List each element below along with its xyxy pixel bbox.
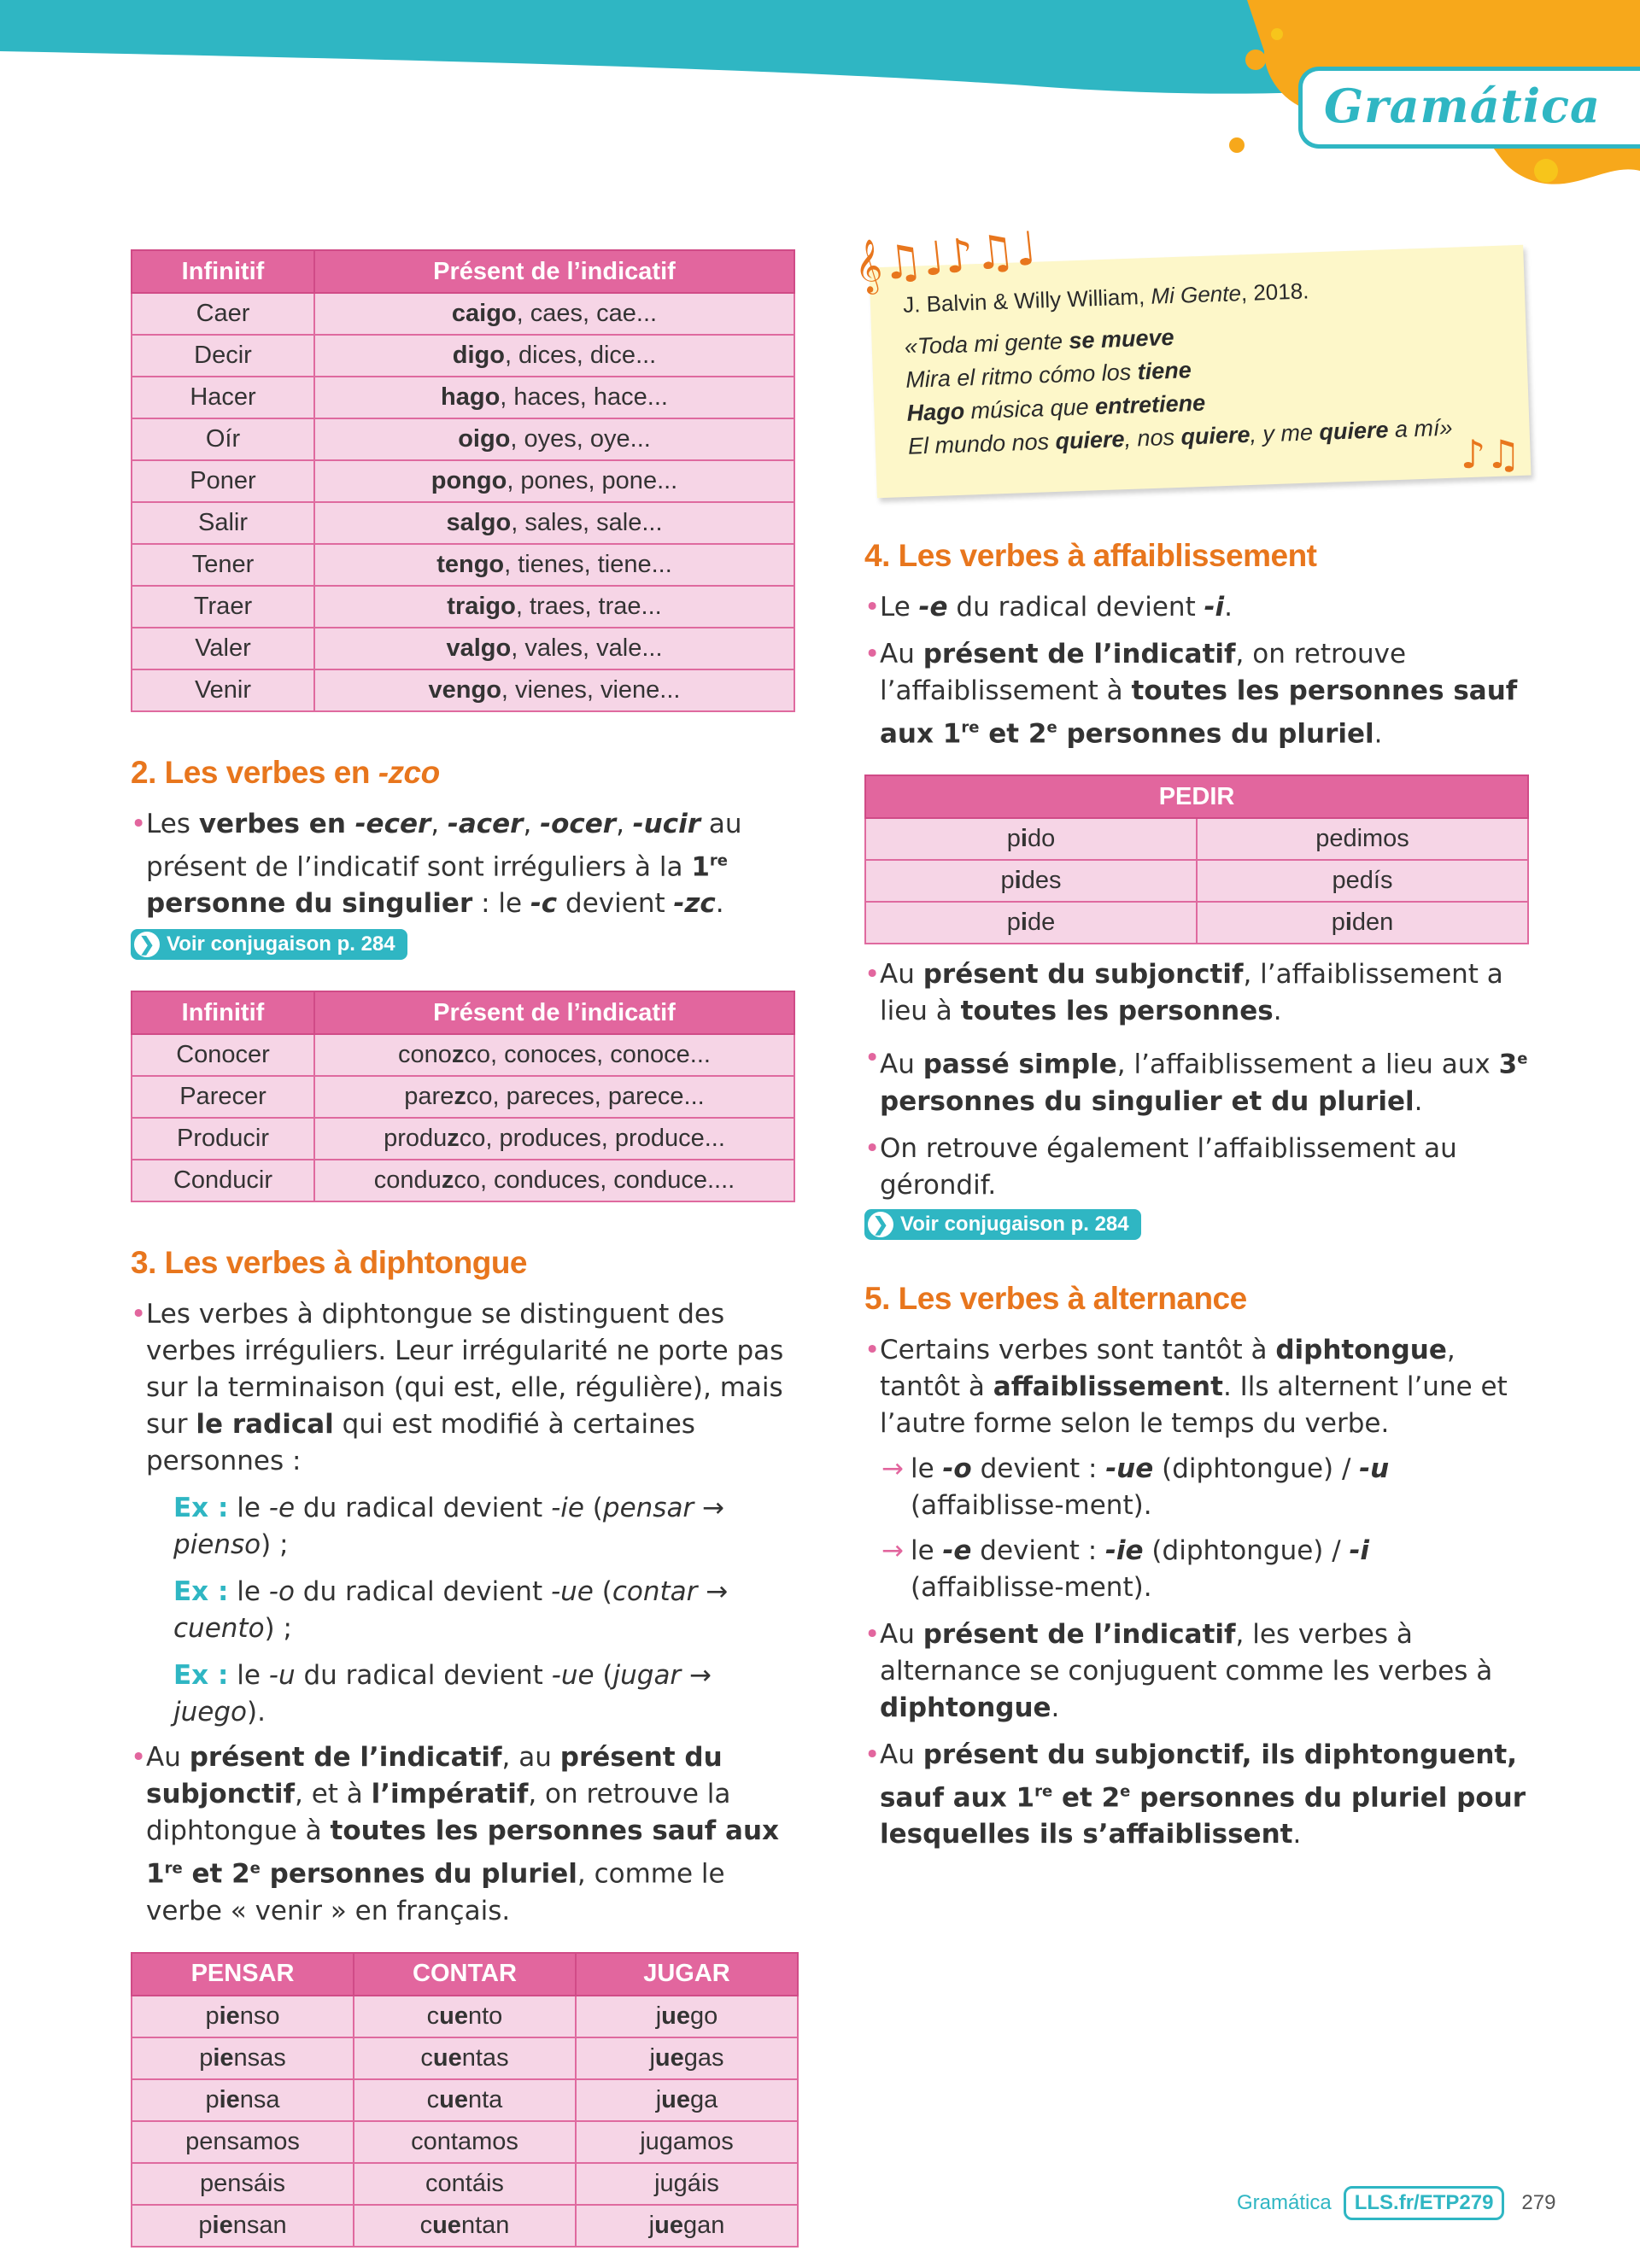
table-cell: piensa	[132, 2079, 354, 2121]
section4-title: 4. Les verbes à affaiblissement	[864, 538, 1317, 573]
table-row	[865, 818, 1528, 860]
arrow-right-icon: →	[882, 1534, 904, 1566]
table-row	[132, 1034, 794, 1076]
music-notes-icon: 𝄞♫♩♪♫♩	[852, 220, 1040, 295]
table-row	[132, 669, 794, 711]
conjugation-cell: traigo, traes, trae...	[314, 586, 794, 628]
table-row	[132, 2121, 798, 2163]
header-cell: PENSAR	[132, 1953, 354, 1996]
header-cell: PEDIR	[865, 775, 1528, 818]
table-row	[132, 2079, 798, 2121]
table-cell: contamos	[354, 2121, 576, 2163]
conjugation-cell: hago, haces, hace...	[314, 377, 794, 418]
table-cell: juego	[576, 1996, 798, 2037]
conjugation-cell: tengo, tienes, tiene...	[314, 544, 794, 586]
infinitive-cell: Decir	[132, 335, 314, 377]
table-zgo	[131, 249, 795, 712]
table-cell: contáis	[354, 2163, 576, 2205]
header-cell: Infinitif	[132, 250, 314, 293]
table-cell: cuentan	[354, 2205, 576, 2247]
conjugation-cell: valgo, vales, vale...	[314, 628, 794, 669]
section5-subitem: → le -o devient : -ue (diphtongue) / -u (affaiblisse-ment).	[864, 1451, 1531, 1524]
example-line: Ex : le -o du radical devient -ue (contar → cuento) ;	[173, 1576, 729, 1645]
section-title: Gramática	[1324, 79, 1602, 133]
conjugation-cell: produzco, produces, produce...	[314, 1118, 794, 1160]
table-cell: piden	[1197, 902, 1528, 944]
page-number: 279	[1521, 2191, 1556, 2214]
table-row	[865, 902, 1528, 944]
table-diphtongue	[131, 1952, 799, 2248]
header-cell: Présent de l’indicatif	[314, 991, 794, 1034]
table-cell: jugáis	[576, 2163, 798, 2205]
infinitive-cell: Venir	[132, 669, 314, 711]
table-row	[132, 1996, 798, 2037]
conjugation-cell: oigo, oyes, oye...	[314, 418, 794, 460]
section3-bullet-2: • Au présent de l’indicatif, au présent du subjonctif, et à l’impératif, on retrouve la diphtongue à toutes les personnes sauf aux 1re et 2e personnes du pluriel, comme le verbe « venir » en français.	[131, 1742, 780, 1926]
table-cell: cuento	[354, 1996, 576, 2037]
section5-bullet-1: • Certains verbes sont tantôt à diphtongue, tantôt à affaiblissement. Ils alternent l’une et l’autre forme selon le temps du verbe.	[864, 1334, 1508, 1439]
see-conjugation-link[interactable]: ❯ Voir conjugaison p. 284	[864, 1209, 1141, 1240]
table-cell: jugamos	[576, 2121, 798, 2163]
section4-bullet-1: • Le -e du radical devient -i.	[864, 592, 1233, 623]
section2-bullet: • Les verbes en -ecer, -acer, -ocer, -ucir au présent de l’indicatif sont irréguliers à la 1re personne du singulier : le -c devient -zc.	[131, 809, 742, 920]
table-cell: piensas	[132, 2037, 354, 2079]
header-cell: Présent de l’indicatif	[314, 250, 794, 293]
see-conjugation-link[interactable]: ❯ Voir conjugaison p. 284	[131, 929, 407, 960]
table-header-row	[132, 250, 794, 293]
section4-bullet-5: • On retrouve également l’affaiblissement au gérondif.	[864, 1132, 1457, 1201]
table-row	[132, 335, 794, 377]
table-cell: piensan	[132, 2205, 354, 2247]
infinitive-cell: Hacer	[132, 377, 314, 418]
section5-title: 5. Les verbes à alternance	[864, 1280, 1247, 1316]
conjugation-cell: vengo, vienes, viene...	[314, 669, 794, 711]
infinitive-cell: Producir	[132, 1118, 314, 1160]
conjugation-cell: salgo, sales, sale...	[314, 502, 794, 544]
table-cell: juega	[576, 2079, 798, 2121]
infinitive-cell: Caer	[132, 293, 314, 335]
infinitive-cell: Conducir	[132, 1160, 314, 1201]
header-cell: Infinitif	[132, 991, 314, 1034]
footer-label: Gramática	[1237, 2191, 1332, 2214]
table-header-row	[132, 1953, 798, 1996]
table-row	[865, 860, 1528, 902]
left-column	[131, 249, 797, 2248]
infinitive-cell: Tener	[132, 544, 314, 586]
table-row	[132, 628, 794, 669]
table-cell: pienso	[132, 1996, 354, 2037]
quote-source: J. Balvin & Willy William, Mi Gente, 2018.	[902, 278, 1309, 318]
conjugation-cell: conozco, conoces, conoce...	[314, 1034, 794, 1076]
table-row	[132, 544, 794, 586]
section3-title: 3. Les verbes à diphtongue	[131, 1245, 528, 1281]
infinitive-cell: Parecer	[132, 1076, 314, 1118]
table-row	[132, 2163, 798, 2205]
infinitive-cell: Traer	[132, 586, 314, 628]
example-line: Ex : le -e du radical devient -ie (pensar → pienso) ;	[173, 1493, 725, 1561]
table-zco	[131, 991, 795, 1202]
table-row	[132, 293, 794, 335]
section2-title: 2. Les verbes en -zco	[131, 755, 440, 790]
chevron-right-icon: ❯	[868, 1212, 893, 1237]
conjugation-cell: caigo, caes, cae...	[314, 293, 794, 335]
table-header-row	[865, 775, 1528, 818]
section3-bullet-1: • Les verbes à diphtongue se distinguent des verbes irréguliers. Leur irrégularité ne porte pas sur la terminaison (qui est, elle, régulière), mais sur le radical qui est modifié à certaines personnes :	[131, 1299, 784, 1477]
table-row	[132, 1118, 794, 1160]
table-row	[132, 502, 794, 544]
table-cell: pensamos	[132, 2121, 354, 2163]
right-column	[864, 538, 1531, 1853]
conjugation-cell: conduzco, conduces, conduce....	[314, 1160, 794, 1201]
table-row	[132, 1160, 794, 1201]
conjugation-cell: digo, dices, dice...	[314, 335, 794, 377]
table-row	[132, 2037, 798, 2079]
table-cell: pensáis	[132, 2163, 354, 2205]
conjugation-cell: parezco, pareces, parece...	[314, 1076, 794, 1118]
page-footer	[1237, 2186, 1555, 2220]
music-notes-icon: ♪♫	[1461, 431, 1521, 477]
quote-text	[886, 271, 1507, 464]
table-row	[132, 418, 794, 460]
example-line: Ex : le -u du radical devient -ue (jugar → juego).	[173, 1660, 712, 1728]
table-cell: pide	[865, 902, 1197, 944]
section4-bullet-4: • Au passé simple, l’affaiblissement a lieu aux 3e personnes du singulier et du pluriel.	[864, 1043, 1528, 1117]
infinitive-cell: Oír	[132, 418, 314, 460]
table-row	[132, 377, 794, 418]
section4-bullet-3: • Au présent du subjonctif, l’affaiblissement a lieu à toutes les personnes.	[864, 959, 1503, 1027]
table-cell: pides	[865, 860, 1197, 902]
table-cell: cuenta	[354, 2079, 576, 2121]
table-cell: pido	[865, 818, 1197, 860]
table-pedir	[864, 775, 1529, 944]
footer-link[interactable]: LLS.fr/ETP279	[1344, 2186, 1505, 2220]
chevron-right-icon: ❯	[134, 932, 160, 957]
header-cell: JUGAR	[576, 1953, 798, 1996]
table-cell: cuentas	[354, 2037, 576, 2079]
arrow-right-icon: →	[882, 1453, 904, 1484]
section4-bullet-2: • Au présent de l’indicatif, on retrouve l’affaiblissement à toutes les personnes sauf aux 1re et 2e personnes du pluriel.	[864, 639, 1518, 750]
table-header-row	[132, 991, 794, 1034]
table-cell: juegas	[576, 2037, 798, 2079]
table-cell: pedimos	[1197, 818, 1528, 860]
table-row	[132, 2205, 798, 2247]
infinitive-cell: Valer	[132, 628, 314, 669]
infinitive-cell: Conocer	[132, 1034, 314, 1076]
section5-subitem: → le -e devient : -ie (diphtongue) / -i (affaiblisse-ment).	[864, 1533, 1531, 1606]
section5-bullet-3: • Au présent du subjonctif, ils diphtonguent, sauf aux 1re et 2e personnes du pluriel pour lesquelles ils s’affaiblissent.	[864, 1739, 1526, 1850]
table-row	[132, 586, 794, 628]
table-cell: juegan	[576, 2205, 798, 2247]
infinitive-cell: Salir	[132, 502, 314, 544]
infinitive-cell: Poner	[132, 460, 314, 502]
table-row	[132, 1076, 794, 1118]
header-cell: CONTAR	[354, 1953, 576, 1996]
table-row	[132, 460, 794, 502]
conjugation-cell: pongo, pones, pone...	[314, 460, 794, 502]
quote-lines: «Toda mi gente se mueve Mira el ritmo cómo los tiene Hago música que entretiene El mundo nos quiere, nos quiere, y me quiere a mí»	[904, 324, 1453, 459]
section5-bullet-2: • Au présent de l’indicatif, les verbes à alternance se conjuguent comme les verbes à diphtongue.	[864, 1618, 1493, 1723]
table-cell: pedís	[1197, 860, 1528, 902]
